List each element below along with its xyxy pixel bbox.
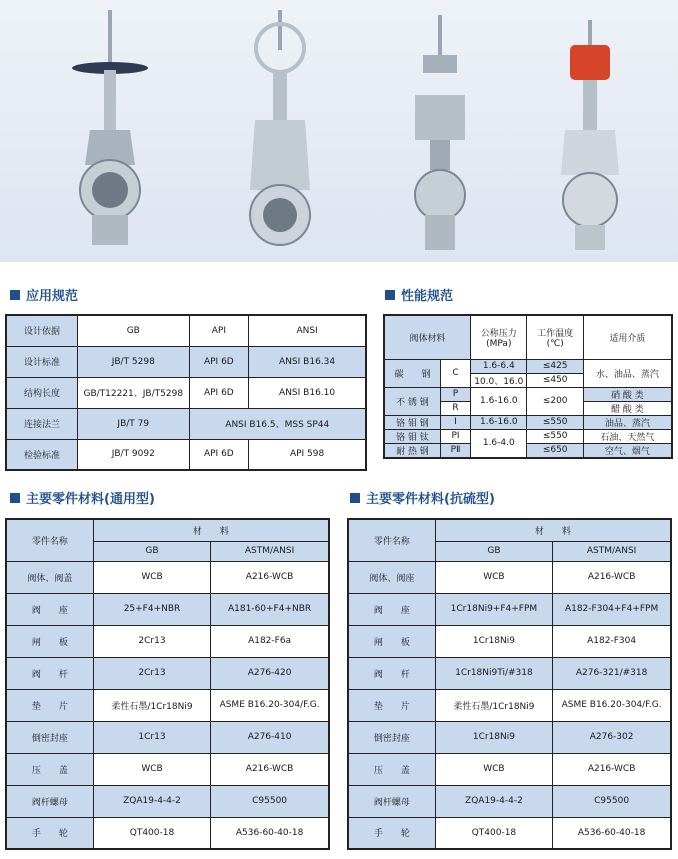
application-cell: ANSI B16.5、MSS SP44	[189, 408, 366, 439]
gb-material-cell: 2Cr13	[93, 657, 210, 689]
application-table	[5, 314, 367, 471]
table-row	[6, 785, 329, 817]
part-name-cell: 阀 杆	[348, 657, 435, 689]
table-row	[348, 785, 671, 817]
application-cell: API 6D	[189, 439, 249, 470]
gb-material-cell: WCB	[93, 753, 210, 785]
astm-material-cell: A276-302	[553, 721, 671, 753]
application-cell: JB/T 79	[77, 408, 189, 439]
pneumatic-gate-valve-image	[395, 0, 485, 262]
table-row	[348, 721, 671, 753]
application-cell: JB/T 9092	[77, 439, 189, 470]
application-cell: API	[189, 315, 249, 346]
pressure-cell: 1.6-4.0	[471, 429, 527, 458]
part-name-cell: 垫 片	[6, 689, 93, 721]
header-cell: 零件名称	[348, 519, 435, 561]
performance-table	[383, 314, 673, 459]
temp-cell: ≤200	[527, 387, 583, 415]
table-row	[6, 315, 366, 346]
media-cell: 水、油品、蒸汽	[583, 359, 672, 387]
performance-section-title	[385, 285, 453, 304]
gear-gate-valve-image	[225, 0, 335, 262]
square-bullet-icon	[350, 493, 360, 503]
gb-material-cell: 1Cr18Ni9	[435, 721, 553, 753]
pressure-cell: 10.0、16.0	[471, 373, 527, 387]
part-name-cell: 阀杆螺母	[6, 785, 93, 817]
table-row	[348, 817, 671, 849]
parts-general-section-title	[10, 488, 155, 507]
gb-material-cell: QT400-18	[93, 817, 210, 849]
parts-sulfur-section-title	[350, 488, 495, 507]
section-label: 应用规范	[26, 289, 79, 304]
gb-material-cell: 柔性石墨/1Cr18Ni9	[435, 689, 553, 721]
code-cell: I	[440, 415, 470, 429]
gb-material-cell: QT400-18	[435, 817, 553, 849]
gb-material-cell: 柔性石墨/1Cr18Ni9	[93, 689, 210, 721]
header-cell: GB	[93, 541, 210, 561]
table-row	[348, 625, 671, 657]
header-cell: 零件名称	[6, 519, 93, 561]
astm-material-cell: A182-F6a	[211, 625, 329, 657]
product-banner	[0, 0, 678, 262]
part-name-cell: 倒密封座	[6, 721, 93, 753]
parts-general-table	[5, 518, 330, 850]
square-bullet-icon	[385, 290, 395, 300]
part-name-cell: 垫 片	[348, 689, 435, 721]
application-cell: 结构长度	[6, 377, 77, 408]
media-cell: 空气、烟气	[583, 443, 672, 458]
part-name-cell: 闸 板	[348, 625, 435, 657]
square-bullet-icon	[10, 290, 20, 300]
application-cell: API 6D	[189, 377, 249, 408]
table-row	[6, 625, 329, 657]
astm-material-cell: ASME B16.20-304/F.G.	[553, 689, 671, 721]
gb-material-cell: 1Cr18Ni9	[435, 625, 553, 657]
material-cell: 不 锈 钢	[384, 387, 440, 415]
media-cell: 醋 酸 类	[583, 401, 672, 415]
table-row	[384, 359, 672, 373]
pressure-cell: 1.6-16.0	[471, 387, 527, 415]
part-name-cell: 倒密封座	[348, 721, 435, 753]
table-row	[6, 377, 366, 408]
header-cell: 适用介质	[583, 315, 672, 359]
astm-material-cell: A181-60+F4+NBR	[211, 593, 329, 625]
material-cell: 耐 热 钢	[384, 443, 440, 458]
application-cell: ANSI B16.34	[249, 346, 366, 377]
table-row	[6, 753, 329, 785]
astm-material-cell: A536-60-40-18	[211, 817, 329, 849]
part-name-cell: 压 盖	[6, 753, 93, 785]
part-name-cell: 阀体、阀座	[348, 561, 435, 593]
media-cell: 石油、天然气	[583, 429, 672, 443]
table-row	[6, 561, 329, 593]
part-name-cell: 阀 杆	[6, 657, 93, 689]
table-row	[348, 519, 671, 541]
media-cell: 硝 酸 类	[583, 387, 672, 401]
table-row	[6, 593, 329, 625]
table-row	[384, 429, 672, 443]
table-row	[348, 561, 671, 593]
astm-material-cell: A276-410	[211, 721, 329, 753]
application-cell: API 598	[249, 439, 366, 470]
table-row	[6, 439, 366, 470]
application-cell: 设计标准	[6, 346, 77, 377]
table-row	[6, 721, 329, 753]
pressure-cell: 1.6-6.4	[471, 359, 527, 373]
header-cell: 阀体材料	[384, 315, 471, 359]
handwheel-gate-valve-image	[60, 0, 180, 262]
part-name-cell: 阀 座	[348, 593, 435, 625]
application-cell: GB	[77, 315, 189, 346]
table-row	[384, 415, 672, 429]
part-name-cell: 手 轮	[348, 817, 435, 849]
temp-cell: ≤450	[527, 373, 583, 387]
material-cell: 铬 钼 钢	[384, 415, 440, 429]
code-cell: PⅠ	[440, 429, 470, 443]
astm-material-cell: A182-F304	[553, 625, 671, 657]
application-cell: 连接法兰	[6, 408, 77, 439]
application-cell: JB/T 5298	[77, 346, 189, 377]
header-cell: 公称压力 (MPa)	[471, 315, 527, 359]
table-row	[6, 346, 366, 377]
gb-material-cell: 1Cr18Ni9+F4+FPM	[435, 593, 553, 625]
temp-cell: ≤550	[527, 429, 583, 443]
astm-material-cell: A276-420	[211, 657, 329, 689]
table-row	[384, 315, 672, 359]
temp-cell: ≤650	[527, 443, 583, 458]
astm-material-cell: A536-60-40-18	[553, 817, 671, 849]
gb-material-cell: WCB	[435, 753, 553, 785]
application-section-title	[10, 285, 78, 304]
application-cell: GB/T12221、JB/T5298	[77, 377, 189, 408]
part-name-cell: 阀 座	[6, 593, 93, 625]
application-cell: 设计依据	[6, 315, 77, 346]
astm-material-cell: A276-321/#318	[553, 657, 671, 689]
header-cell: 材 料	[435, 519, 671, 541]
table-row	[348, 593, 671, 625]
code-cell: PⅡ	[440, 443, 470, 458]
parts-general-body	[6, 561, 329, 849]
material-cell: 碳 钢	[384, 359, 440, 387]
part-name-cell: 阀体、阀盖	[6, 561, 93, 593]
temp-cell: ≤425	[527, 359, 583, 373]
table-row	[348, 753, 671, 785]
gb-material-cell: ZQA19-4-4-2	[93, 785, 210, 817]
electric-gate-valve-image	[545, 0, 635, 262]
part-name-cell: 阀杆螺母	[348, 785, 435, 817]
code-cell: P	[440, 387, 470, 401]
table-row	[6, 519, 329, 541]
astm-material-cell: C95500	[211, 785, 329, 817]
astm-material-cell: ASME B16.20-304/F.G.	[211, 689, 329, 721]
application-cell: ANSI	[249, 315, 366, 346]
table-row	[384, 443, 672, 458]
square-bullet-icon	[10, 493, 20, 503]
code-cell: R	[440, 401, 470, 415]
material-cell: 铬 钼 钛	[384, 429, 440, 443]
media-cell: 油品、蒸汽	[583, 415, 672, 429]
part-name-cell: 手 轮	[6, 817, 93, 849]
section-label: 性能规范	[401, 289, 454, 304]
section-label: 主要零件材料(通用型)	[26, 492, 155, 507]
table-row	[6, 408, 366, 439]
gb-material-cell: 1Cr18Ni9Ti/#318	[435, 657, 553, 689]
header-cell: GB	[435, 541, 553, 561]
table-row	[348, 657, 671, 689]
parts-sulfur-body	[348, 561, 671, 849]
header-cell: 工作温度 (℃)	[527, 315, 583, 359]
table-row	[348, 689, 671, 721]
application-cell: ANSI B16.10	[249, 377, 366, 408]
gb-material-cell: WCB	[93, 561, 210, 593]
table-row	[6, 657, 329, 689]
parts-sulfur-table	[347, 518, 672, 850]
gb-material-cell: 1Cr13	[93, 721, 210, 753]
astm-material-cell: A216-WCB	[211, 561, 329, 593]
part-name-cell: 闸 板	[6, 625, 93, 657]
astm-material-cell: C95500	[553, 785, 671, 817]
gb-material-cell: 25+F4+NBR	[93, 593, 210, 625]
header-cell: ASTM/ANSI	[211, 541, 329, 561]
temp-cell: ≤550	[527, 415, 583, 429]
astm-material-cell: A216-WCB	[553, 561, 671, 593]
header-cell: 材 料	[93, 519, 329, 541]
application-cell: API 6D	[189, 346, 249, 377]
table-row	[6, 689, 329, 721]
astm-material-cell: A182-F304+F4+FPM	[553, 593, 671, 625]
astm-material-cell: A216-WCB	[211, 753, 329, 785]
table-row	[384, 387, 672, 401]
gb-material-cell: 2Cr13	[93, 625, 210, 657]
code-cell: C	[440, 359, 470, 387]
part-name-cell: 压 盖	[348, 753, 435, 785]
gb-material-cell: WCB	[435, 561, 553, 593]
astm-material-cell: A216-WCB	[553, 753, 671, 785]
section-label: 主要零件材料(抗硫型)	[366, 492, 495, 507]
table-row	[6, 817, 329, 849]
application-cell: 检验标准	[6, 439, 77, 470]
gb-material-cell: ZQA19-4-4-2	[435, 785, 553, 817]
header-cell: ASTM/ANSI	[553, 541, 671, 561]
pressure-cell: 1.6-16.0	[471, 415, 527, 429]
